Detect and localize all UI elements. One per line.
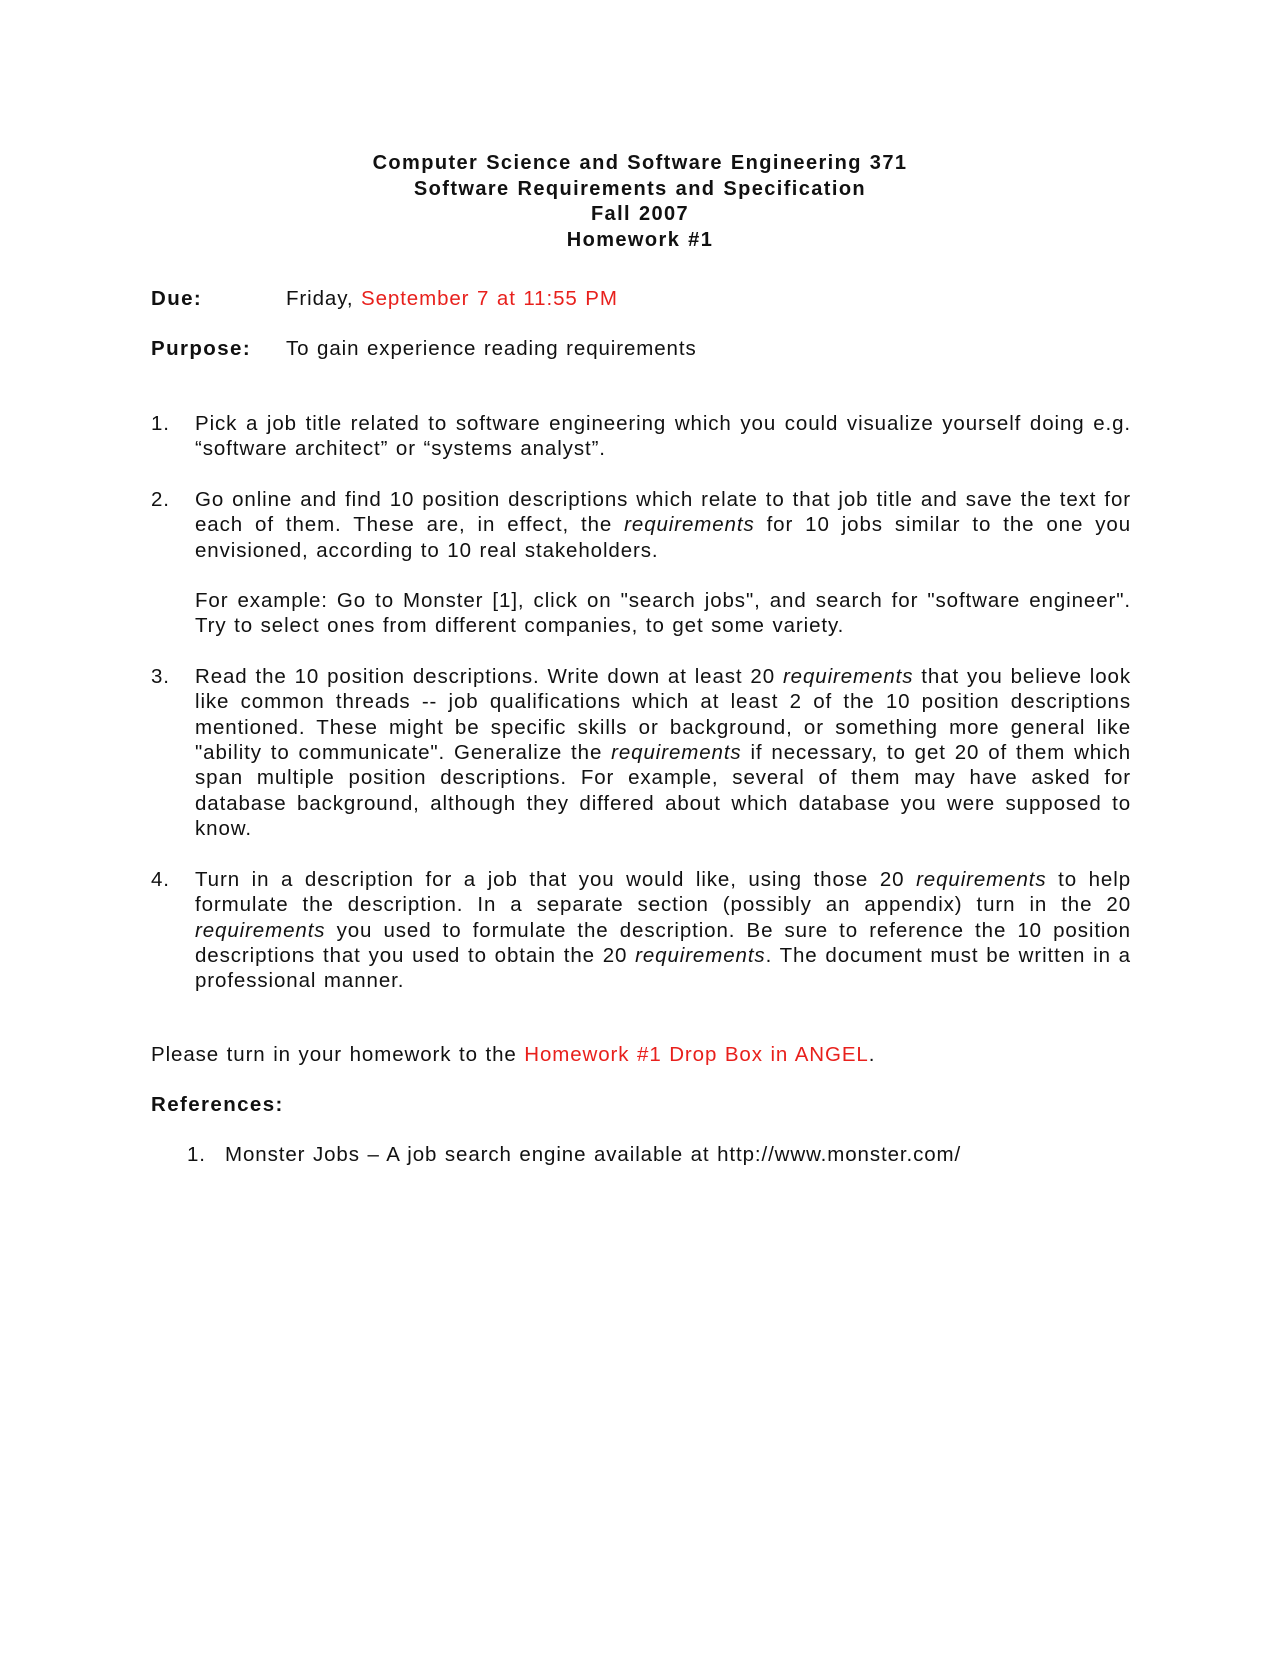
reference-item	[187, 1142, 961, 1168]
document-header	[0, 151, 1280, 253]
item-text-part: . The document must be written in a professional manner.	[195, 943, 1131, 993]
item-emphasis: requirements	[916, 867, 1047, 891]
assignment-title: Homework #1	[566, 228, 714, 251]
item-text	[195, 487, 1131, 563]
list-item	[151, 487, 1131, 639]
course-title: Computer Science and Software Engineering 371	[372, 152, 908, 174]
purpose-label: Purpose:	[151, 337, 252, 360]
item-text-part: Go online and find 10 position descriptions which relate to that job title and save the text for each of them. These are, in effect, the	[195, 487, 1131, 537]
item-emphasis: requirements	[624, 513, 755, 537]
dropbox-link[interactable]: Homework #1 Drop Box in ANGEL	[524, 1043, 869, 1066]
due-day: Friday,	[286, 287, 362, 310]
instruction-list	[151, 411, 1131, 994]
due-label: Due:	[151, 287, 203, 310]
reference-number: 1.	[187, 1143, 206, 1166]
due-value	[286, 286, 618, 312]
item-emphasis: requirements	[635, 943, 766, 967]
reference-text: Monster Jobs – A job search engine available at http://www.monster.com/	[225, 1143, 962, 1166]
item-text-part: Turn in a description for a job that you would like, using those 20	[195, 867, 917, 891]
item-text	[195, 867, 1131, 994]
item-emphasis: requirements	[195, 918, 326, 942]
term: Fall 2007	[590, 203, 690, 225]
list-item	[151, 411, 1131, 462]
course-subtitle: Software Requirements and Specification	[413, 177, 867, 200]
references-heading: References:	[151, 1093, 284, 1116]
turnin-suffix: .	[868, 1043, 876, 1066]
item-number: 4.	[151, 867, 170, 891]
item-text	[195, 664, 1131, 842]
purpose-value: To gain experience reading requirements	[286, 337, 697, 360]
item-text-part: you used to formulate the description. Be sure to reference the 10 position descriptions that you used to obtain the 20	[195, 918, 1131, 967]
item-text: Pick a job title related to software engineering which you could visualize yourself doing e.g. “software architect” or “systems analyst”.	[195, 412, 1131, 461]
item-example: For example: Go to Monster [1], click on "search jobs", and search for "software engineer". Try to select ones from different companies, to get some variety.	[195, 589, 1131, 638]
due-deadline: September 7 at 11:55 PM	[361, 287, 618, 310]
item-number: 3.	[151, 664, 170, 688]
list-item	[151, 664, 1131, 842]
list-item	[151, 867, 1131, 994]
item-text-part: that you believe look like common threads -- job qualifications which at least 2 of the 10 position descriptions mentioned. These might be specific skills or background, or something more general like "ability to communicate". Generalize the	[195, 664, 1131, 765]
item-text-part: Read the 10 position descriptions. Write down at least 20	[195, 664, 783, 688]
turnin-instruction	[151, 1042, 875, 1068]
item-text-part: to help formulate the description. In a separate section (possibly an appendix) turn in the 20	[195, 867, 1131, 917]
item-emphasis: requirements	[782, 664, 914, 688]
item-number: 1.	[151, 412, 170, 435]
item-number: 2.	[151, 487, 170, 511]
item-text-part: for 10 jobs similar to the one you envisioned, according to 10 real stakeholders.	[195, 513, 1132, 562]
item-text-part: if necessary, to get 20 of them which span multiple position descriptions. For example, several of them may have asked for database background, although they differed about which database you were supposed to know.	[195, 741, 1131, 841]
item-emphasis: requirements	[611, 741, 742, 765]
turnin-prefix: Please turn in your homework to the	[151, 1043, 525, 1066]
